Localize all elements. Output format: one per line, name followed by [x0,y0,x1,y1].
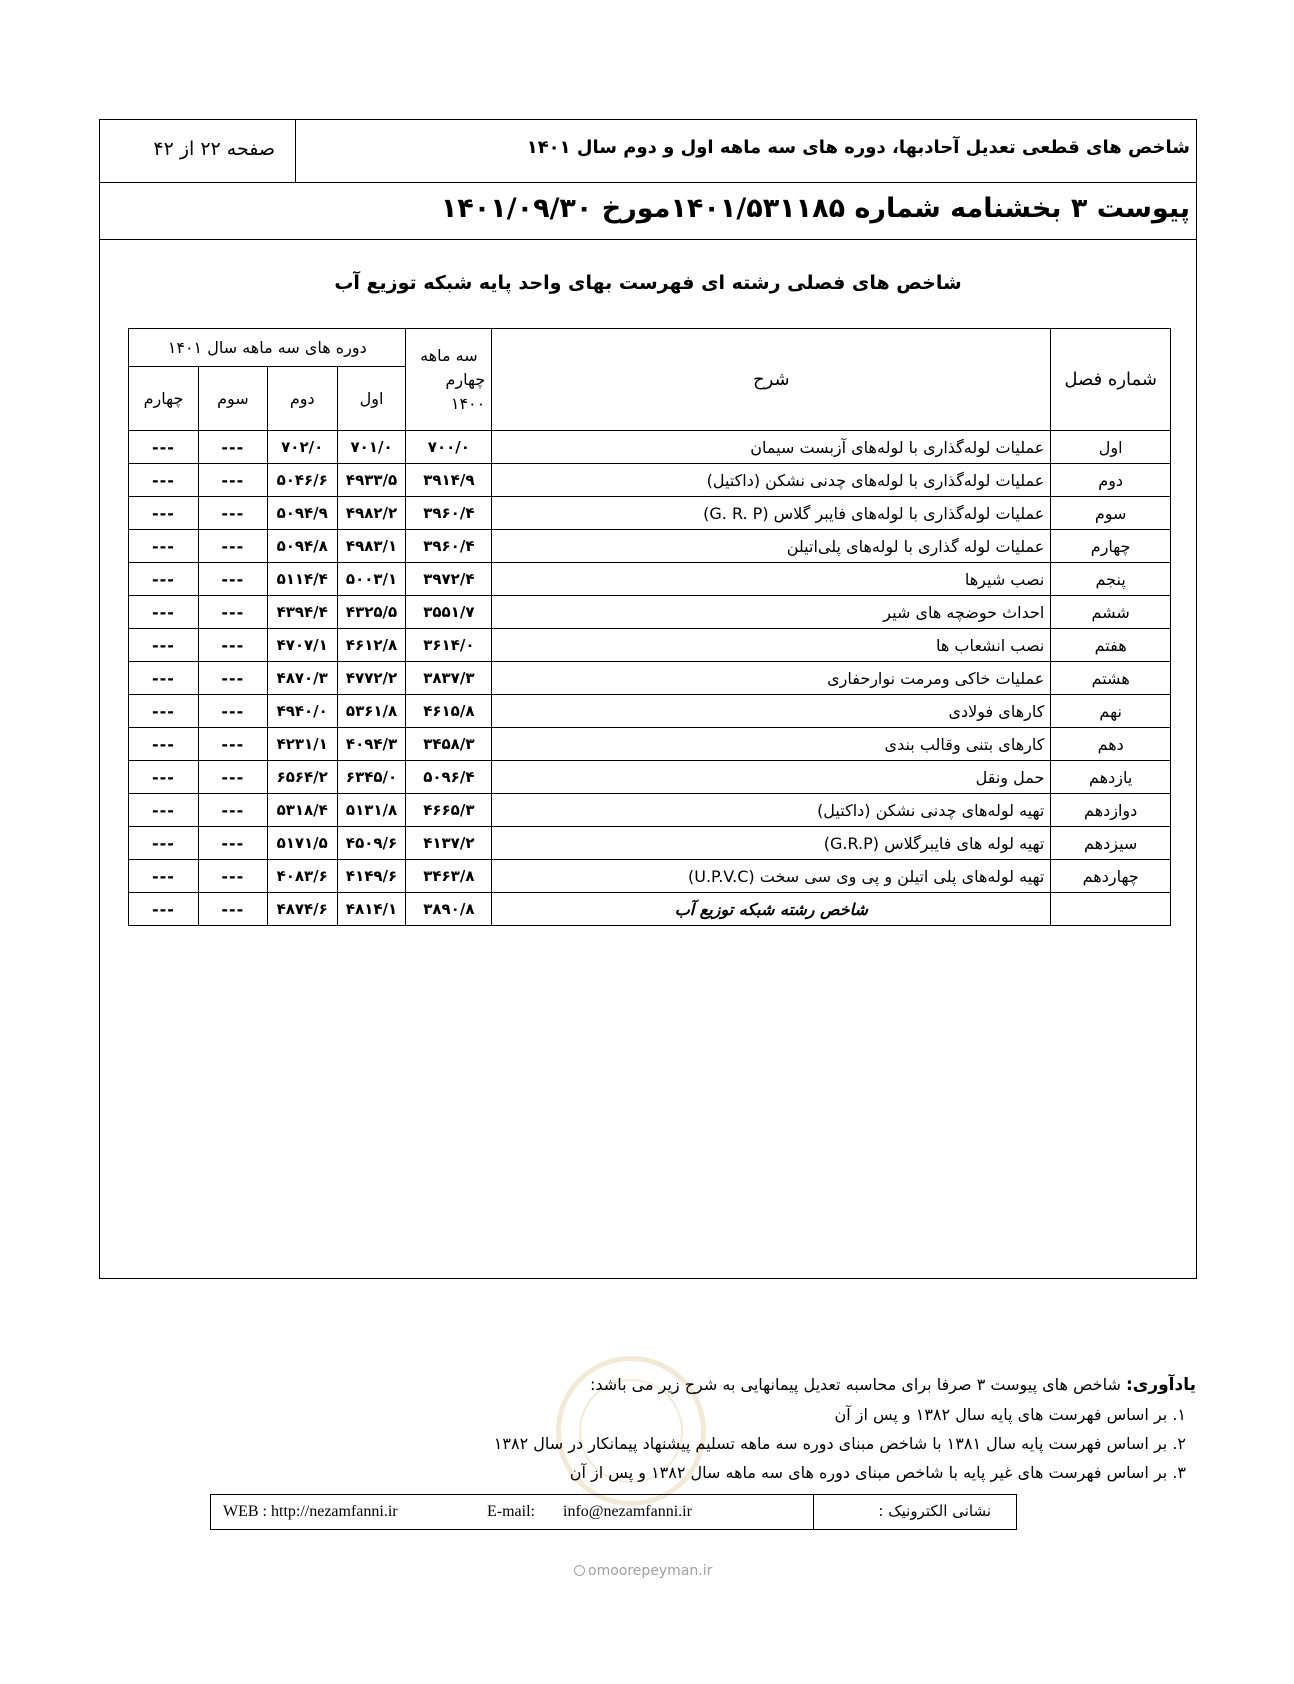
chapter-cell: هفتم [1051,629,1171,662]
q3-value: --- [198,662,267,695]
q3-value: --- [198,827,267,860]
website-link[interactable]: WEB : http://nezamfanni.ir [223,1503,398,1520]
description-cell: عملیات لوله‌گذاری با لوله‌های چدنی نشکن (داکتیل) [492,464,1051,497]
contact-label: نشانی الکترونیک : [878,1502,991,1520]
q2-value: ۵۰۹۴/۸ [267,530,337,563]
base-value: ۳۹۱۴/۹ [406,464,492,497]
total-q2-value: ۴۸۷۴/۶ [267,893,337,926]
q4-value: --- [129,827,199,860]
description-cell: کارهای فولادی [492,695,1051,728]
q3-value: --- [198,563,267,596]
q4-value: --- [129,695,199,728]
base-value: ۴۶۶۵/۳ [406,794,492,827]
note-intro-line [494,1370,1196,1400]
description-cell: حمل ونقل [492,761,1051,794]
base-value: ۷۰۰/۰ [406,431,492,464]
total-description: شاخص رشته شبکه توزیع آب [492,893,1051,926]
description-cell: عملیات خاکی ومرمت نوارحفاری [492,662,1051,695]
table-row [129,596,1171,629]
q2-value: ۵۰۴۶/۶ [267,464,337,497]
base-value: ۳۵۵۱/۷ [406,596,492,629]
chapter-cell: چهارم [1051,530,1171,563]
base-value: ۳۹۶۰/۴ [406,497,492,530]
table-row [129,530,1171,563]
base-value: ۳۹۶۰/۴ [406,530,492,563]
watermark-site [574,1563,712,1579]
base-value: ۳۶۱۴/۰ [406,629,492,662]
q3-value: --- [198,794,267,827]
base-value: ۳۴۵۸/۳ [406,728,492,761]
description-cell: تهیه لوله های فایبرگلاس (G.R.P) [492,827,1051,860]
description-cell: تهیه لوله‌های پلی اتیلن و پی وی سی سخت (U.P.V.C) [492,860,1051,893]
q2-value: ۴۷۰۷/۱ [267,629,337,662]
description-cell: تهیه لوله‌های چدنی نشکن (داکتیل) [492,794,1051,827]
q1-value: ۴۹۸۳/۱ [337,530,406,563]
q3-value: --- [198,431,267,464]
base-value: ۴۱۳۷/۲ [406,827,492,860]
total-base-value: ۳۸۹۰/۸ [406,893,492,926]
base-value: ۳۹۷۲/۴ [406,563,492,596]
document-frame [99,119,1197,1279]
q4-value: --- [129,464,199,497]
q4-value: --- [129,860,199,893]
table-row [129,794,1171,827]
q1-value: ۴۵۰۹/۶ [337,827,406,860]
header-q2: دوم [267,367,337,431]
q2-value: ۵۳۱۸/۴ [267,794,337,827]
table-row [129,662,1171,695]
q3-value: --- [198,761,267,794]
q2-value: ۴۸۷۰/۳ [267,662,337,695]
chapter-cell: پنجم [1051,563,1171,596]
header-base-line2: چهارم ۱۴۰۰ [445,369,486,413]
description-cell: نصب انشعاب ها [492,629,1051,662]
note-item: ۱. بر اساس فهرست های پایه سال ۱۳۸۲ و پس از آن [834,1405,1186,1424]
description-cell: کارهای بتنی وقالب بندی [492,728,1051,761]
header-base-period [406,329,492,431]
q4-value: --- [129,497,199,530]
q4-value: --- [129,563,199,596]
note-item: ۳. بر اساس فهرست های غیر پایه با شاخص مبنای دوره های سه ماهه سال ۱۳۸۲ و پس از آن [569,1463,1186,1482]
email-link[interactable]: info@nezamfanni.ir [563,1503,692,1520]
table-title: شاخص های فصلی رشته ای فهرست بهای واحد پایه شبکه توزیع آب [334,272,962,294]
header-row [100,120,1196,183]
at-sign-icon [574,1565,585,1576]
q1-value: ۴۹۸۲/۲ [337,497,406,530]
header-description: شرح [492,329,1051,431]
base-value: ۵۰۹۶/۴ [406,761,492,794]
description-cell: احداث حوضچه های شیر [492,596,1051,629]
index-table [128,328,1171,926]
q4-value: --- [129,794,199,827]
q2-value: ۷۰۲/۰ [267,431,337,464]
chapter-cell: اول [1051,431,1171,464]
contact-label-cell [813,1495,1016,1529]
q2-value: ۶۵۶۴/۲ [267,761,337,794]
note-intro: شاخص های پیوست ۳ صرفا برای محاسبه تعدیل پیمانهایی به شرح زیر می باشد: [590,1375,1126,1394]
base-value: ۳۸۳۷/۳ [406,662,492,695]
circular-subtitle: پیوست ۳ بخشنامه شماره ۱۴۰۱/۵۳۱۱۸۵مورخ ۱۴۰۱/۰۹/۳۰ [440,193,1190,224]
chapter-cell: سیزدهم [1051,827,1171,860]
table-row [129,431,1171,464]
q4-value: --- [129,662,199,695]
q1-value: ۷۰۱/۰ [337,431,406,464]
chapter-cell: نهم [1051,695,1171,728]
q1-value: ۴۰۹۴/۳ [337,728,406,761]
q1-value: ۴۳۲۵/۵ [337,596,406,629]
chapter-cell: چهاردهم [1051,860,1171,893]
q1-value: ۶۳۴۵/۰ [337,761,406,794]
document-title: شاخص های قطعی تعدیل آحادبها، دوره های سه ماهه اول و دوم سال ۱۴۰۱ [526,137,1190,158]
q1-value: ۵۱۳۱/۸ [337,794,406,827]
q2-value: ۴۲۳۱/۱ [267,728,337,761]
q2-value: ۵۰۹۴/۹ [267,497,337,530]
header-chapter: شماره فصل [1051,329,1171,431]
q3-value: --- [198,695,267,728]
q1-value: ۴۹۳۳/۵ [337,464,406,497]
table-row [129,728,1171,761]
q1-value: ۴۱۴۹/۶ [337,860,406,893]
chapter-cell: هشتم [1051,662,1171,695]
q4-value: --- [129,431,199,464]
description-cell: عملیات لوله‌گذاری با لوله‌های آزبست سیمان [492,431,1051,464]
q3-value: --- [198,860,267,893]
table-row [129,464,1171,497]
header-periods-group: دوره های سه ماهه سال ۱۴۰۱ [129,329,406,367]
total-row [129,893,1171,926]
table-row [129,761,1171,794]
q3-value: --- [198,464,267,497]
total-chapter-cell [1051,893,1171,926]
chapter-cell: یازدهم [1051,761,1171,794]
q3-value: --- [198,728,267,761]
header-q4: چهارم [129,367,199,431]
description-cell: عملیات لوله گذاری با لوله‌های پلی‌اتیلن [492,530,1051,563]
chapter-cell: ششم [1051,596,1171,629]
q4-value: --- [129,761,199,794]
note-item: ۲. بر اساس فهرست پایه سال ۱۳۸۱ با شاخص مبنای دوره سه ماهه تسلیم پیشنهاد پیمانکار در سال ۱۳۸۲ [493,1434,1186,1453]
email-label: E-mail: [487,1503,535,1520]
q4-value: --- [129,728,199,761]
description-cell: نصب شیرها [492,563,1051,596]
chapter-cell: دهم [1051,728,1171,761]
table-row [129,695,1171,728]
table-row [129,563,1171,596]
table-row [129,497,1171,530]
reminder-note [494,1370,1196,1487]
table-row [129,860,1171,893]
q3-value: --- [198,629,267,662]
q4-value: --- [129,530,199,563]
total-q1-value: ۴۸۱۴/۱ [337,893,406,926]
subtitle-row [100,182,1196,240]
chapter-cell: دوم [1051,464,1171,497]
chapter-cell: سوم [1051,497,1171,530]
total-q4-value: --- [129,893,199,926]
description-cell: عملیات لوله‌گذاری با لوله‌های فایبر گلاس (G. R. P) [492,497,1051,530]
base-value: ۴۶۱۵/۸ [406,695,492,728]
contact-box [210,1494,1017,1530]
watermark-site-text: omoorepeyman.ir [588,1563,713,1579]
q3-value: --- [198,596,267,629]
page-number-cell [100,120,296,182]
note-heading: یادآوری: [1125,1375,1196,1395]
header-base-line1: سه ماهه [420,345,478,365]
page-number: صفحه ۲۲ از ۴۲ [153,138,275,160]
q2-value: ۴۰۸۳/۶ [267,860,337,893]
header-q3: سوم [198,367,267,431]
table-row [129,827,1171,860]
header-q1: اول [337,367,406,431]
base-value: ۳۴۶۳/۸ [406,860,492,893]
q4-value: --- [129,629,199,662]
q2-value: ۴۳۹۴/۴ [267,596,337,629]
q3-value: --- [198,530,267,563]
q3-value: --- [198,497,267,530]
q2-value: ۴۹۴۰/۰ [267,695,337,728]
q1-value: ۵۳۶۱/۸ [337,695,406,728]
q1-value: ۴۷۷۲/۲ [337,662,406,695]
q2-value: ۵۱۱۴/۴ [267,563,337,596]
total-q3-value: --- [198,893,267,926]
q2-value: ۵۱۷۱/۵ [267,827,337,860]
q4-value: --- [129,596,199,629]
chapter-cell: دوازدهم [1051,794,1171,827]
q1-value: ۴۶۱۲/۸ [337,629,406,662]
q1-value: ۵۰۰۳/۱ [337,563,406,596]
table-row [129,629,1171,662]
